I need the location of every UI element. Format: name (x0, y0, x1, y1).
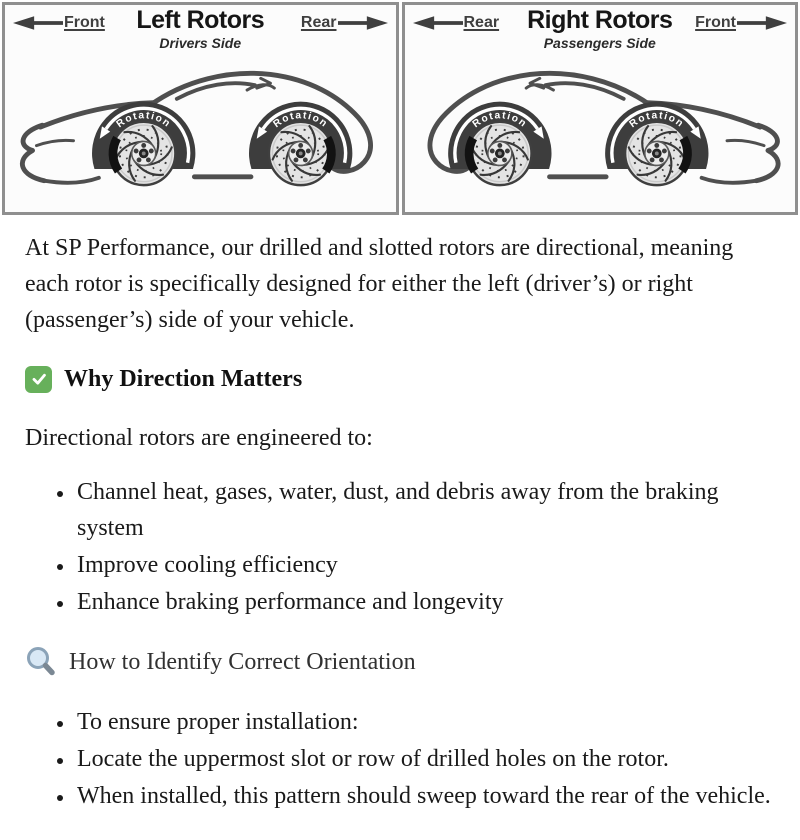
front-label-text: Front (695, 14, 736, 31)
section-heading-text: Why Direction Matters (64, 366, 303, 392)
section-heading-why-direction-matters (25, 364, 775, 394)
check-icon (25, 366, 52, 393)
arrow-right-icon (737, 15, 787, 31)
arrow-left-icon (13, 15, 63, 31)
right-rotors-panel (402, 2, 799, 215)
left-panel-header (5, 5, 396, 53)
front-label-text: Front (64, 14, 105, 31)
rotor-direction-diagram (0, 0, 800, 215)
section2-bullet-list (25, 704, 775, 814)
left-rotors-panel (2, 2, 399, 215)
section-heading-text: How to Identify Correct Orientation (69, 649, 416, 675)
list-item: • To ensure proper installation: (75, 704, 775, 740)
rear-direction-label (301, 14, 388, 32)
car-illustration-left (5, 53, 396, 209)
list-item: • When installed, this pattern should sweep toward the rear of the vehicle. (75, 778, 775, 814)
list-item: • Channel heat, gases, water, dust, and debris away from the braking system (75, 474, 775, 546)
right-panel-header (405, 5, 796, 53)
list-item: • Enhance braking performance and longevity (75, 584, 775, 620)
left-panel-subtitle: Drivers Side (159, 35, 242, 51)
rear-label-text: Rear (463, 14, 500, 31)
section1-bullet-list (25, 474, 775, 620)
section1-lead: Directional rotors are engineered to: (25, 425, 373, 451)
rear-direction-label (413, 14, 500, 32)
front-direction-label (695, 14, 787, 32)
rotation-label: Rotation (271, 110, 330, 131)
intro-paragraph: At SP Performance, our drilled and slotted rotors are directional, meaning each rotor is specifically designed for either the left (driver’s) or right (passenger’s) side of your vehicle. (25, 235, 734, 333)
right-panel-title: Right Rotors (527, 6, 673, 34)
rotation-label: Rotation (470, 110, 529, 131)
rotation-label: Rotation (627, 110, 686, 131)
front-direction-label (13, 14, 105, 32)
article-content (0, 230, 800, 814)
magnifier-icon (25, 646, 57, 678)
list-item: • Locate the uppermost slot or row of drilled holes on the rotor. (75, 741, 775, 777)
arrow-right-icon (338, 15, 388, 31)
right-panel-subtitle: Passengers Side (543, 35, 656, 51)
list-item: • Improve cooling efficiency (75, 547, 775, 583)
car-illustration-right (405, 53, 796, 209)
arrow-left-icon (413, 15, 463, 31)
rotation-label: Rotation (114, 110, 173, 131)
left-panel-title: Left Rotors (136, 6, 265, 34)
rear-label-text: Rear (300, 14, 337, 31)
section-heading-identify-orientation (25, 646, 775, 678)
